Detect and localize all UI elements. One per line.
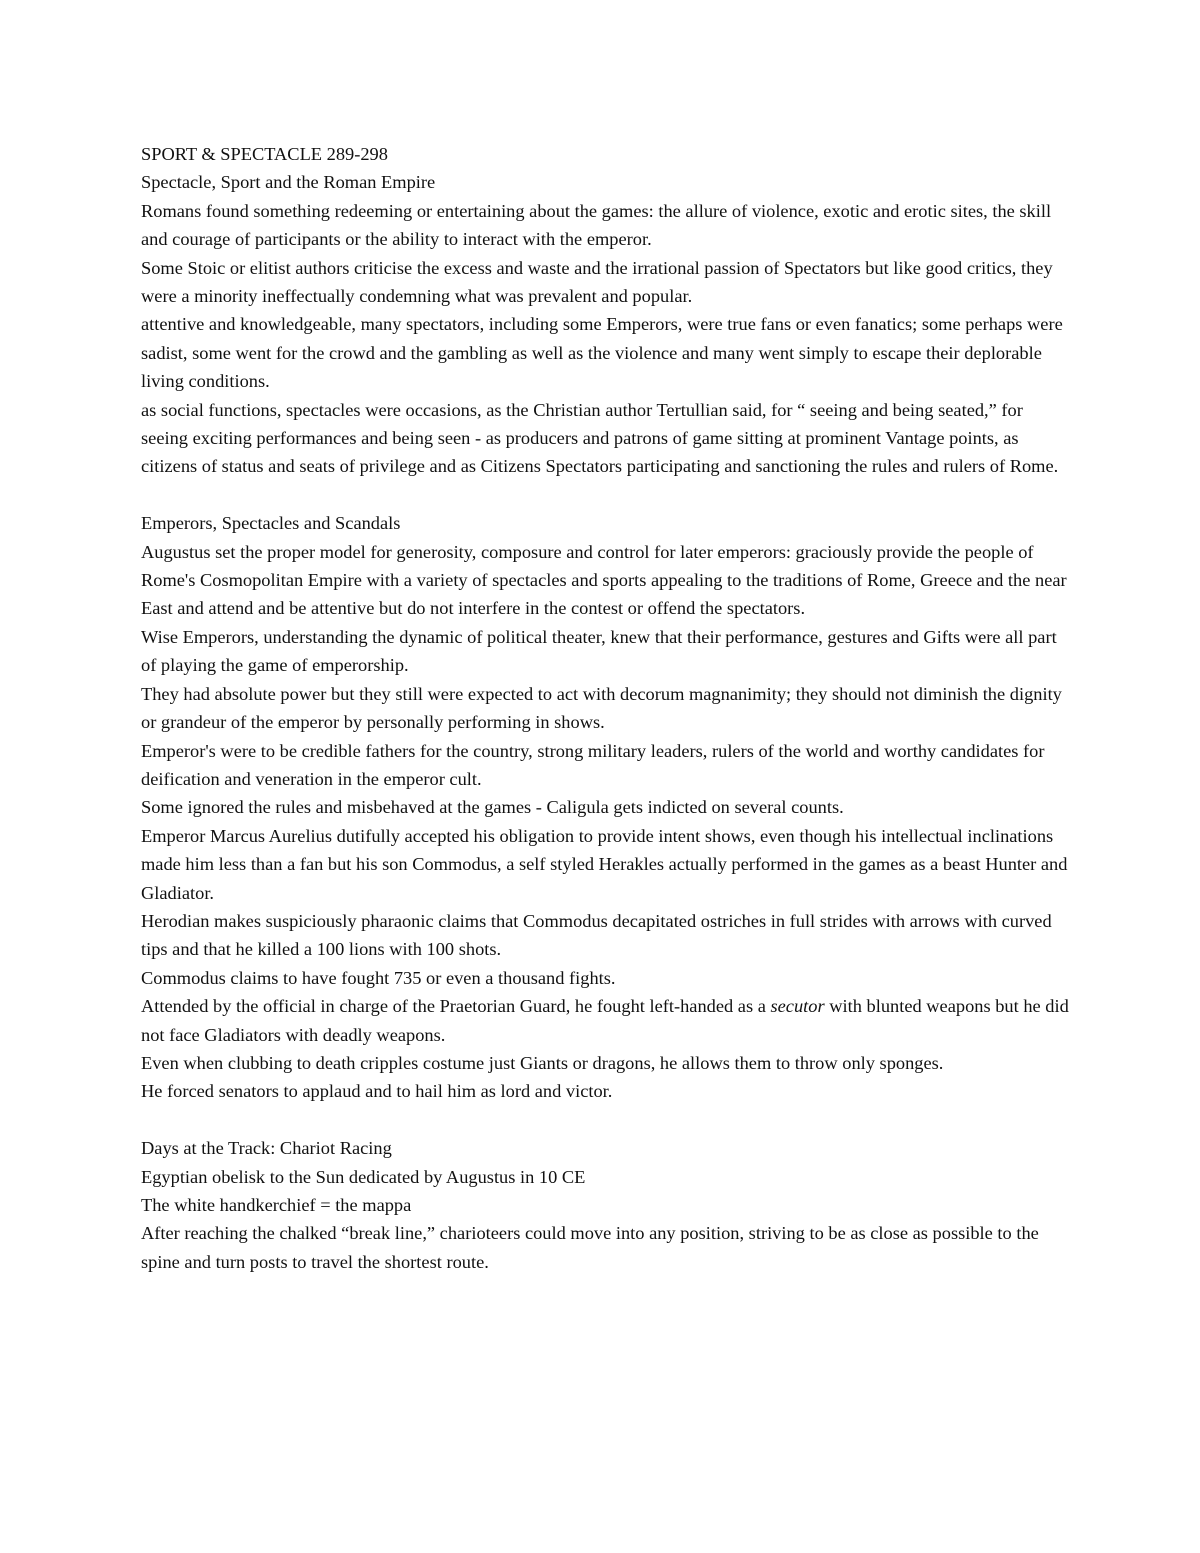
paragraph: as social functions, spectacles were occasions, as the Christian author Tertullian said, for “ seeing and being seated,” for seeing exciting performances and being seen - as producers and patrons of game sitting at prominent Vantage points, as citizens of status and seats of privilege and as Citizens Spectators participating and sanctioning the rules and rulers of Rome.	[141, 399, 1059, 477]
paragraph-secutor	[141, 992, 1071, 1049]
paragraph: attentive and knowledgeable, many spectators, including some Emperors, were true fans or even fanatics; some perhaps were sadist, some went for the crowd and the gambling as well as the violence and many went simply to escape their deplorable living conditions.	[141, 314, 1063, 392]
paragraph: Augustus set the proper model for generosity, composure and control for later emperors: graciously provide the people of Rome's Cosmopolitan Empire with a variety of spectacles and sports appealing to the traditions of Rome, Greece and the near East and attend and be attentive but do not interfere in the contest or offend the spectators.	[141, 541, 1067, 619]
paragraph: Egyptian obelisk to the Sun dedicated by Augustus in 10 CE	[141, 1166, 586, 1187]
text-run: with blunted weapons but he did not face Gladiators with deadly weapons.	[141, 996, 1069, 1045]
blank-line	[141, 481, 1071, 509]
blank-line	[141, 1106, 1071, 1134]
paragraph: He forced senators to applaud and to hail him as lord and victor.	[141, 1081, 613, 1102]
paragraph: They had absolute power but they still were expected to act with decorum magnanimity; they should not diminish the dignity or grandeur of the emperor by personally performing in shows.	[141, 683, 1062, 733]
paragraph: Romans found something redeeming or entertaining about the games: the allure of violence, exotic and erotic sites, the skill and courage of participants or the ability to interact with the emperor.	[141, 200, 1052, 250]
document-body	[141, 140, 1071, 1276]
section-heading: Spectacle, Sport and the Roman Empire	[141, 172, 436, 193]
paragraph: Some ignored the rules and misbehaved at the games - Caligula gets indicted on several counts.	[141, 797, 844, 818]
paragraph: Some Stoic or elitist authors criticise the excess and waste and the irrational passion of Spectators but like good critics, they were a minority ineffectually condemning what was prevalent and popular.	[141, 257, 1053, 307]
paragraph: Herodian makes suspiciously pharaonic claims that Commodus decapitated ostriches in full strides with arrows with curved tips and that he killed a 100 lions with 100 shots.	[141, 910, 1052, 960]
paragraph: Wise Emperors, understanding the dynamic of political theater, knew that their performance, gestures and Gifts were all part of playing the game of emperorship.	[141, 626, 1057, 676]
paragraph: Even when clubbing to death cripples costume just Giants or dragons, he allows them to throw only sponges.	[141, 1052, 944, 1073]
section-heading: Days at the Track: Chariot Racing	[141, 1138, 392, 1159]
section-heading: Emperors, Spectacles and Scandals	[141, 513, 401, 534]
text-run: Attended by the official in charge of the Praetorian Guard, he fought left-handed as a	[141, 996, 771, 1017]
italic-term: secutor	[770, 996, 825, 1017]
paragraph: After reaching the chalked “break line,” charioteers could move into any position, striving to be as close as possible to the spine and turn posts to travel the shortest route.	[141, 1223, 1039, 1272]
paragraph: The white handkerchief = the mappa	[141, 1195, 412, 1215]
paragraph: Emperor Marcus Aurelius dutifully accepted his obligation to provide intent shows, even though his intellectual inclinations made him less than a fan but his son Commodus, a self styled Herakles actually performed in the games as a beast Hunter and Gladiator.	[141, 825, 1068, 903]
paragraph: Commodus claims to have fought 735 or even a thousand fights.	[141, 967, 616, 988]
paragraph: Emperor's were to be credible fathers for the country, strong military leaders, rulers of the world and worthy candidates for deification and veneration in the emperor cult.	[141, 740, 1045, 789]
document-title: SPORT & SPECTACLE 289-298	[141, 144, 388, 164]
